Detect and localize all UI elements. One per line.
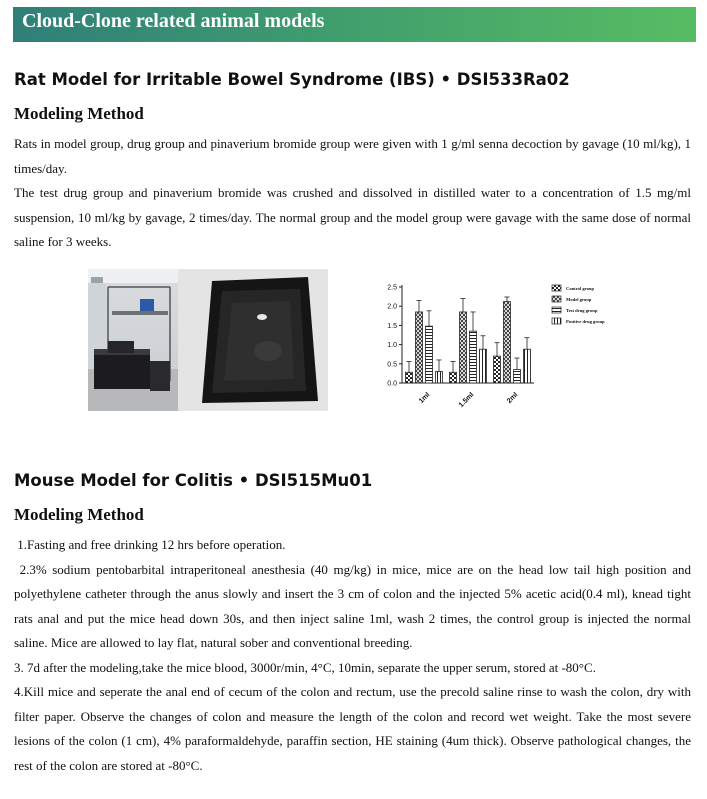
- open-field-photo: [178, 269, 328, 411]
- y-tick-label: 1.5: [387, 322, 397, 330]
- bar: [524, 349, 531, 383]
- bar: [504, 302, 511, 383]
- y-tick-label: 1.0: [387, 342, 397, 350]
- legend-swatch: [552, 285, 561, 291]
- x-tick-label: 1ml: [417, 391, 432, 405]
- section1-paragraph: Rats in model group, drug group and pinaverium bromide group were given with 1 g/ml senna decoction by gavage (10 ml/kg), 1 times/day.: [14, 136, 691, 176]
- bar-chart: [376, 271, 624, 411]
- y-tick-label: 0.5: [387, 361, 397, 369]
- section2-paragraph: 1.Fasting and free drinking 12 hrs before operation.: [14, 537, 286, 552]
- legend-label: Model group: [566, 297, 592, 302]
- bar: [450, 372, 457, 383]
- section2-paragraph: 3. 7d after the modeling,take the mice blood, 3000r/min, 4°C, 10min, separate the upper serum, stored at -80°C.: [14, 659, 596, 675]
- chart-svg: [376, 271, 624, 411]
- section2-paragraph: 4.Kill mice and seperate the anal end of cecum of the colon and rectum, use the precold saline rinse to wash the colon, dry with filter paper. Observe the changes of colon and measure the length of the colon and record wet weight. Take the most severe lesions of the colon (1 cm), 4% paraformaldehyde, paraffin section, HE staining (4um thick). Observe pathological changes, the rest of the colon are stored at -80°C.: [14, 684, 691, 773]
- bar: [406, 372, 413, 383]
- legend-label: Test drug group: [566, 308, 598, 313]
- y-tick-label: 2.5: [387, 284, 397, 292]
- bar: [460, 312, 467, 383]
- bar: [514, 370, 521, 383]
- section2-method-heading: Modeling Method: [14, 505, 144, 524]
- bar: [470, 331, 477, 383]
- bar: [436, 371, 443, 383]
- bar: [426, 326, 433, 383]
- section2-title: Mouse Model for Colitis • DSI515Mu01: [14, 471, 373, 490]
- legend-swatch: [552, 307, 561, 313]
- bar: [416, 312, 423, 383]
- lab-setup-photo: [88, 269, 178, 411]
- section1-body: [14, 132, 691, 255]
- section2-body: [14, 533, 691, 778]
- legend-label: Control group: [566, 286, 595, 291]
- legend-label: Positive drug group: [566, 319, 605, 324]
- section2-paragraph: 2.3% sodium pentobarbital intraperitoneal anesthesia (40 mg/kg) in mice, mice are on the head low tail high position and polyethylene catheter through the anus slowly and insert the 3 cm of colon and the injected 5% acetic acid(0.4 ml), knead tight rats anal and put the mice head down 30s, and then inject saline 1ml, wash 2 times, the control group is injected the normal saline. Mice are allowed to lay flat, natural sober and conventional breeding.: [14, 561, 691, 650]
- section1-title: Rat Model for Irritable Bowel Syndrome (IBS) • DSI533Ra02: [14, 70, 570, 89]
- x-tick-label: 2ml: [505, 391, 520, 405]
- y-tick-label: 0.0: [387, 380, 397, 388]
- y-tick-label: 2.0: [387, 303, 397, 311]
- banner-title: Cloud-Clone related animal models: [22, 10, 325, 32]
- bar: [494, 356, 501, 383]
- section1-paragraph: The test drug group and pinaverium bromide was crushed and dissolved in distilled water to a concentration of 1.5 mg/ml suspension, 10 ml/kg by gavage, 2 times/day. The normal group and the model group were gavage with the same dose of normal saline for 3 weeks.: [14, 185, 691, 249]
- legend-swatch: [552, 296, 561, 302]
- legend-swatch: [552, 318, 561, 324]
- bar: [480, 349, 487, 383]
- x-tick-label: 1.5ml: [457, 391, 476, 410]
- section1-method-heading: Modeling Method: [14, 104, 144, 123]
- banner: [13, 7, 696, 42]
